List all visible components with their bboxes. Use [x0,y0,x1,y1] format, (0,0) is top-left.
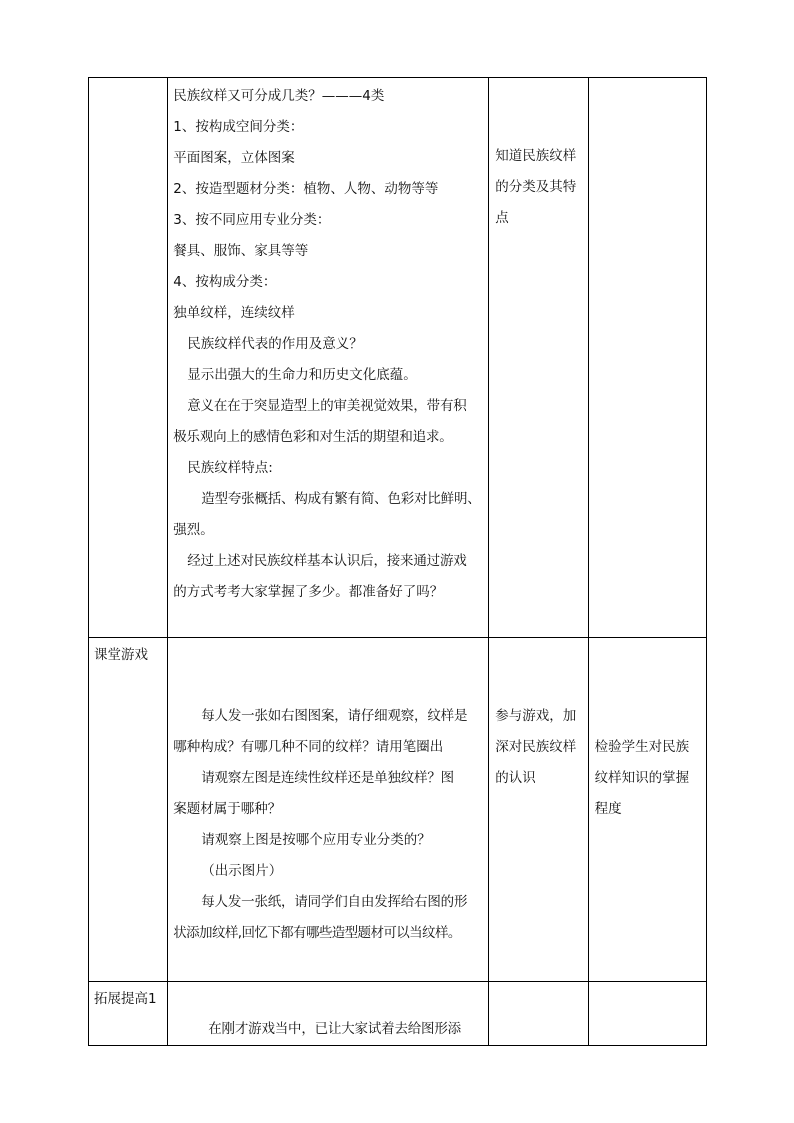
stage-cell [89,982,168,1046]
content-line: 哪种构成？有哪几种不同的纹样？请用笔圈出 [173,739,444,755]
content-line: 民族纹样特点: [187,460,273,476]
content-line: 状添加纹样,回忆下都有哪些造型题材可以当纹样。 [173,925,461,941]
intent-line: 检验学生对民族 [594,739,690,755]
content-line: 独单纹样，连续纹样 [173,305,295,321]
content-line: 3、按不同应用专业分类： [173,212,331,228]
student-line: 参与游戏，加 [495,708,577,724]
content-line: 经过上述对民族纹样基本认识后，接来通过游戏 [187,553,467,569]
student-activity-cell [489,982,588,1046]
student-line: 点 [495,210,509,226]
teaching-content-cell [168,982,489,1046]
stage-label: 课堂游戏 [94,647,148,663]
table-row [89,982,707,1046]
table-row [89,78,707,638]
content-line: 餐具、服饰、家具等等 [173,243,309,259]
content-line: 每人发一张纸，请同学们自由发挥给右图的形 [201,894,468,910]
intent-line: 纹样知识的掌握 [594,770,690,786]
student-line: 知道民族纹样 [495,148,577,164]
teaching-content-cell [168,78,489,638]
stage-label [89,78,167,86]
student-line: 深对民族纹样 [495,739,577,755]
design-intent-cell [588,982,706,1046]
table-row [89,638,707,982]
student-activity-cell [489,638,588,982]
content-line: 1、按构成空间分类： [173,119,304,135]
content-line: 民族纹样代表的作用及意义？ [187,336,363,352]
content-line: 的方式考考大家掌握了多少。都准备好了吗？ [173,584,444,600]
content-line: 民族纹样又可分成几类？———4类 [173,88,385,104]
stage-cell [89,638,168,982]
content-line: 造型夸张概括、构成有繁有简、色彩对比鲜明、 [201,491,481,507]
teaching-content-cell [168,638,489,982]
stage-label: 拓展提高1 [94,991,157,1007]
lesson-plan-table [88,77,707,1046]
stage-cell [89,78,168,638]
content-line: 强烈。 [173,522,214,538]
content-line: 2、按造型题材分类：植物、人物、动物等等 [173,181,439,197]
student-line: 的分类及其特 [495,179,577,195]
content-line: 意义在在于突显造型上的审美视觉效果，带有积 [187,398,467,414]
student-line: 的认识 [495,770,536,786]
content-line: 平面图案，立体图案 [173,150,295,166]
content-line: 在刚才游戏当中，已让大家试着去给图形添 [208,1021,461,1037]
content-line: 请观察上图是按哪个应用专业分类的？ [201,832,431,848]
content-line: 案题材属于哪种？ [173,801,282,817]
design-intent-cell [588,78,706,638]
content-line: 4、按构成分类： [173,274,277,290]
content-line: 显示出强大的生命力和历史文化底蕴。 [187,367,417,383]
content-line: 每人发一张如右图图案，请仔细观察，纹样是 [201,708,468,724]
content-line: 极乐观向上的感情色彩和对生活的期望和追求。 [173,429,453,445]
intent-line: 程度 [594,801,622,817]
student-activity-cell [489,78,588,638]
design-intent-cell [588,638,706,982]
content-line: 请观察左图是连续性纹样还是单独纹样？图 [201,770,454,786]
content-line: （出示图片） [201,863,283,879]
